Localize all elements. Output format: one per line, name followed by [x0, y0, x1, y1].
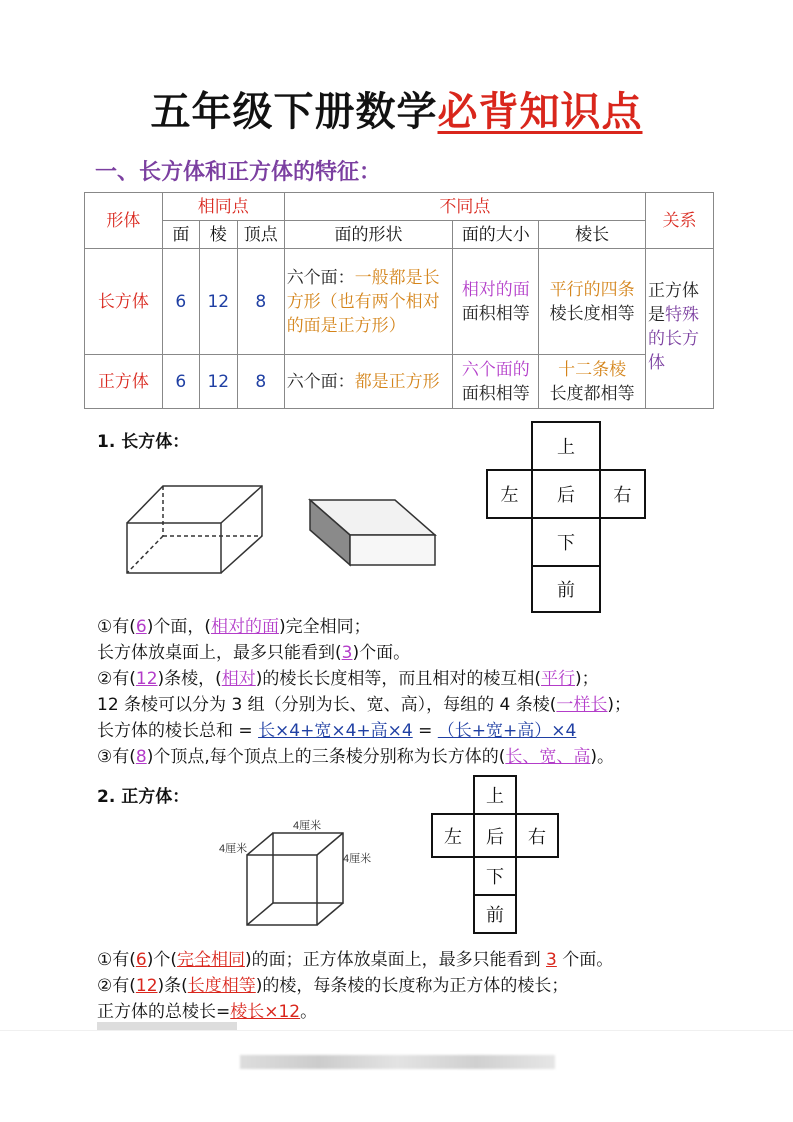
cuboid-line-2: 长方体放桌面上，最多只能看到(3)个面。: [97, 643, 411, 663]
net-right: 右: [515, 813, 559, 858]
net-front: 前: [473, 894, 517, 934]
net-left: 左: [486, 469, 533, 519]
header-diff: 不同点: [284, 193, 645, 221]
section-heading: 一、长方体和正方体的特征：: [95, 160, 382, 185]
row-edges: 12: [199, 249, 237, 355]
cuboid-line-3: ②有(12)条棱，(相对)的棱长长度相等，而且相对的棱互相(平行)；: [97, 669, 599, 689]
divider: [0, 1030, 793, 1031]
cuboid-line-1: ①有(6)个面，(相对的面)完全相同；: [97, 617, 371, 637]
net-back: 后: [531, 469, 601, 519]
subheader-face-shape: 面的形状: [284, 221, 453, 249]
row-edge-length: 十二条棱 长度都相等: [539, 355, 646, 409]
table-row: [85, 355, 714, 409]
subheader-vertices: 顶点: [237, 221, 284, 249]
cube-dim-top: 4厘米: [293, 820, 322, 832]
row-face-size: 相对的面 面积相等: [453, 249, 539, 355]
subheader-face-size: 面的大小: [453, 221, 539, 249]
subheader-edge-length: 棱长: [539, 221, 646, 249]
title-highlight: 必背知识点: [437, 89, 643, 135]
row-edge-length: 平行的四条 棱长度相等: [539, 249, 646, 355]
table-row: [85, 249, 714, 355]
cube-line-3: 正方体的总棱长=棱长×12。: [97, 1002, 318, 1022]
cube-line-1: ①有(6)个(完全相同)的面；正方体放桌面上，最多只能看到 3 个面。: [97, 950, 614, 970]
row-vertices: 8: [237, 249, 284, 355]
cuboid-heading: 1. 长方体：: [97, 432, 190, 452]
cuboid-wireframe-figure: [120, 478, 270, 578]
net-front: 前: [531, 565, 601, 613]
row-faces: 6: [162, 249, 199, 355]
subheader-edges: 棱: [199, 221, 237, 249]
header-relation: 关系: [646, 193, 714, 249]
cuboid-line-5: 长方体的棱长总和 = 长×4+宽×4+高×4 = （长+宽+高）×4: [97, 721, 577, 741]
row-name: 正方体: [85, 355, 163, 409]
cuboid-solid-figure: [307, 495, 442, 570]
net-bottom: 下: [473, 856, 517, 896]
cube-wireframe-figure: [215, 815, 385, 935]
cube-heading: 2. 正方体：: [97, 787, 190, 807]
net-left: 左: [431, 813, 475, 858]
row-edges: 12: [199, 355, 237, 409]
row-name: 长方体: [85, 249, 163, 355]
cuboid-line-6: ③有(8)个顶点,每个顶点上的三条棱分别称为长方体的(长、宽、高)。: [97, 747, 615, 767]
net-right: 右: [599, 469, 646, 519]
row-face-shape: 六个面：都是正方形: [284, 355, 453, 409]
cube-dim-right: 4厘米: [343, 853, 372, 865]
net-top: 上: [473, 775, 517, 815]
blurred-footer: [240, 1055, 555, 1069]
header-shape: 形体: [85, 193, 163, 249]
row-faces: 6: [162, 355, 199, 409]
row-vertices: 8: [237, 355, 284, 409]
net-back: 后: [473, 813, 517, 858]
title-main: 五年级下册数学: [150, 89, 438, 135]
row-face-size: 六个面的 面积相等: [453, 355, 539, 409]
net-bottom: 下: [531, 517, 601, 567]
relation-cell: 正方体是特殊的长方体: [646, 249, 714, 409]
cube-dim-left: 4厘米: [219, 843, 248, 855]
comparison-table: [84, 192, 714, 409]
net-top: 上: [531, 421, 601, 471]
page-title: [0, 80, 793, 137]
row-face-shape: 六个面：一般都是长方形（也有两个相对的面是正方形）: [284, 249, 453, 355]
cuboid-line-4: 12 条棱可以分为 3 组（分别为长、宽、高），每组的 4 条棱(一样长)；: [97, 695, 632, 715]
header-same: 相同点: [162, 193, 284, 221]
cropped-line: [97, 1022, 237, 1030]
cube-line-2: ②有(12)条(长度相等)的棱，每条棱的长度称为正方体的棱长；: [97, 976, 569, 996]
subheader-faces: 面: [162, 221, 199, 249]
